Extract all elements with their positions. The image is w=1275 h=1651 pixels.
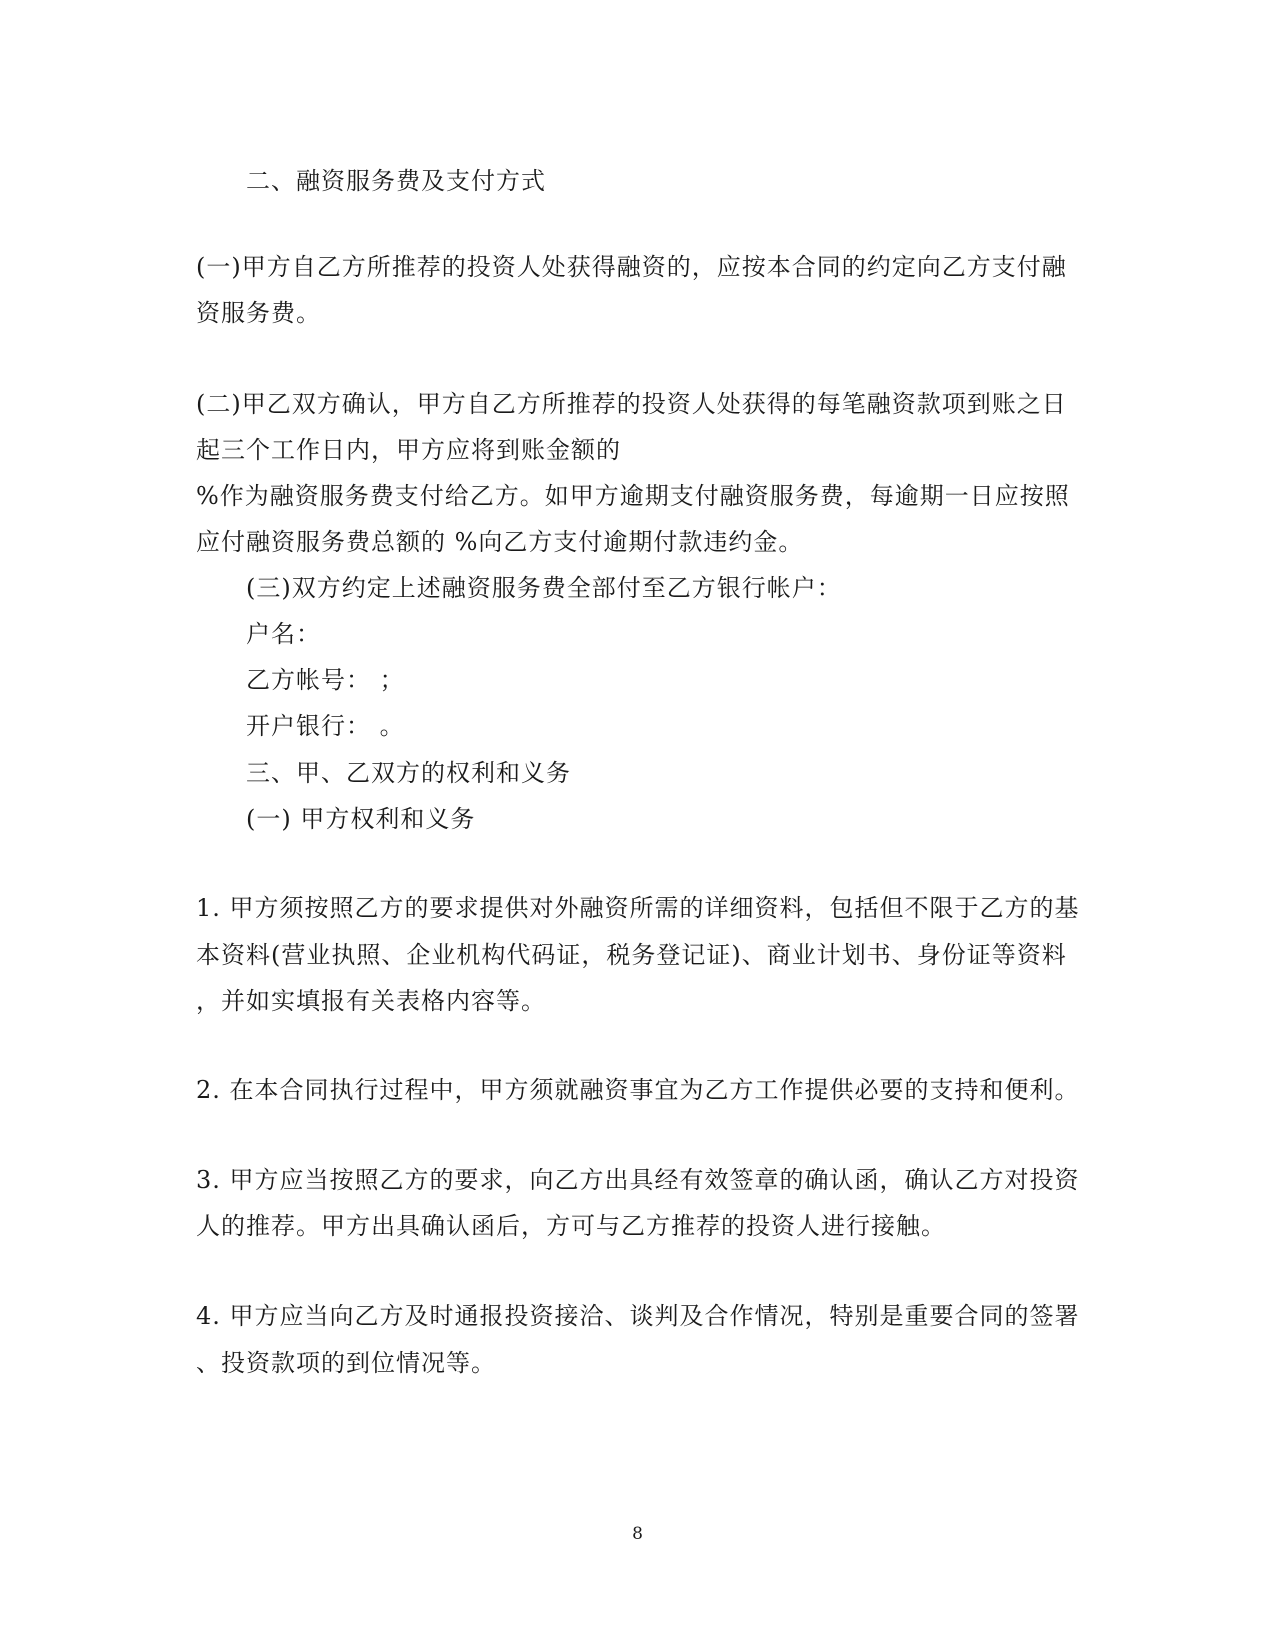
account-name-line: 户名： [246, 620, 321, 648]
paragraph-line: (一)甲方自乙方所推荐的投资人处获得融资的，应按本合同的约定向乙方支付融 [196, 253, 1067, 281]
page-number: 8 [632, 1524, 643, 1544]
paragraph-line: 4. 甲方应当向乙方及时通报投资接洽、谈判及合作情况，特别是重要合同的签署 [196, 1302, 1080, 1330]
subsection-heading: (一) 甲方权利和义务 [246, 805, 476, 833]
paragraph-line: 资服务费。 [196, 299, 321, 327]
paragraph-line: 、投资款项的到位情况等。 [196, 1349, 496, 1377]
paragraph-line: 起三个工作日内，甲方应将到账金额的 [196, 436, 621, 464]
paragraph-line: 应付融资服务费总额的 %向乙方支付逾期付款违约金。 [196, 528, 804, 556]
paragraph-line: ，并如实填报有关表格内容等。 [196, 987, 546, 1015]
section-heading-2: 二、融资服务费及支付方式 [246, 167, 546, 195]
paragraph-line: 本资料(营业执照、企业机构代码证，税务登记证)、商业计划书、身份证等资料 [196, 941, 1067, 969]
paragraph-line: %作为融资服务费支付给乙方。如甲方逾期支付融资服务费，每逾期一日应按照 [196, 482, 1070, 510]
paragraph-line: (二)甲乙双方确认，甲方自乙方所推荐的投资人处获得的每笔融资款项到账之日 [196, 390, 1067, 418]
bank-line: 开户银行： 。 [246, 712, 405, 740]
paragraph-line: 3. 甲方应当按照乙方的要求，向乙方出具经有效签章的确认函，确认乙方对投资 [196, 1166, 1080, 1194]
paragraph-line: 2. 在本合同执行过程中，甲方须就融资事宜为乙方工作提供必要的支持和便利。 [196, 1076, 1080, 1104]
account-number-line: 乙方帐号： ； [246, 666, 405, 694]
paragraph-line: (三)双方约定上述融资服务费全部付至乙方银行帐户： [246, 574, 842, 602]
paragraph-line: 1. 甲方须按照乙方的要求提供对外融资所需的详细资料，包括但不限于乙方的基 [196, 894, 1080, 922]
paragraph-line: 人的推荐。甲方出具确认函后，方可与乙方推荐的投资人进行接触。 [196, 1212, 946, 1240]
section-heading-3: 三、甲、乙双方的权利和义务 [246, 759, 571, 787]
